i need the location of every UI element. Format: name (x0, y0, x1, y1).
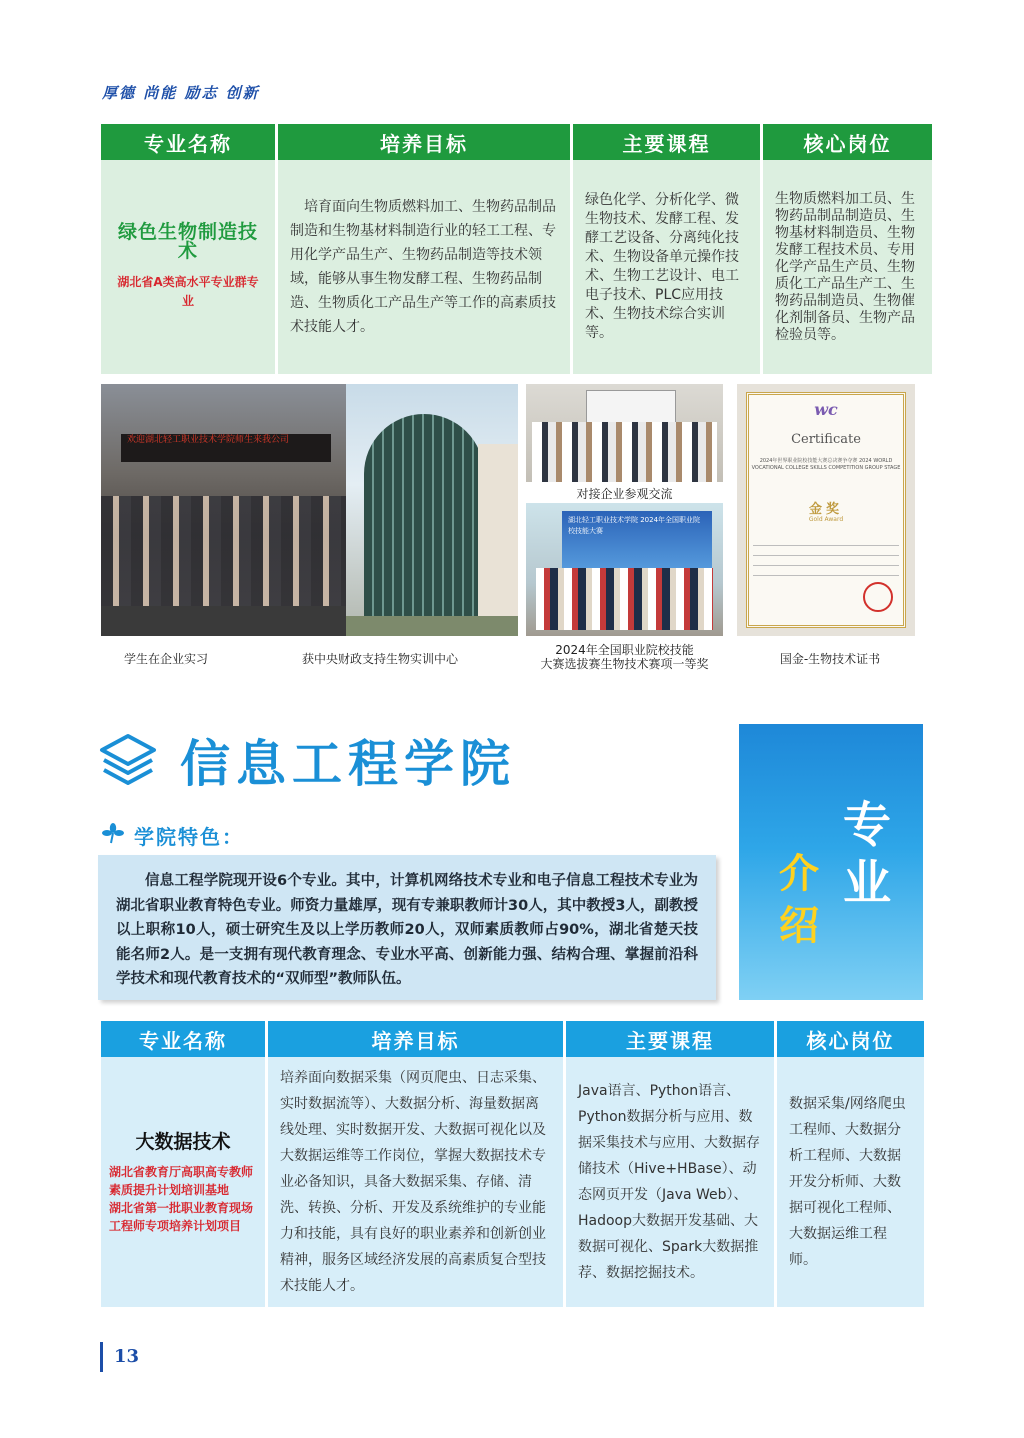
program-table-bio (98, 124, 935, 374)
photo-floor (101, 606, 347, 636)
certificate-lines (753, 536, 899, 584)
photo-wall (478, 444, 518, 634)
certificate-logo: wc (814, 400, 838, 419)
header-courses: 主要课程 (573, 124, 760, 160)
header-goal: 培养目标 (278, 124, 570, 160)
caption-p2: 获中央财政支持生物实训中心 (301, 652, 458, 666)
side-panel (739, 724, 923, 1000)
courses-text: 绿色化学、分析化学、微生物技术、发酵工程、发酵工艺设备、分离纯化技术、生物设备单元操作技术、生物工艺设计、电工电子技术、PLC应用技术、生物技术综合实训等。 (585, 192, 739, 341)
header-major: 专业名称 (101, 1021, 265, 1057)
photo-glass-building (364, 414, 484, 624)
cell-major (101, 160, 275, 374)
goal-text: 培育面向生物质燃料加工、生物药品制品制造和生物基材料制造行业的轻工工程、专用化学产品生产、生物药品制造等技术领域，能够从事生物发酵工程、生物药品制造、生物质化工产品生产等工作的高素质技术技能人才。 (290, 199, 556, 335)
section-title: 信息工程学院 (180, 735, 516, 793)
photo-banner: 欢迎湖北轻工职业技术学院师生来我公司 (121, 434, 331, 462)
certificate-award: 金奖 (808, 502, 843, 517)
photo-training-center (346, 384, 518, 636)
caption-p1: 学生在企业实习 (123, 652, 208, 666)
side-char: 专 (843, 797, 892, 853)
header-major: 专业名称 (101, 124, 275, 160)
photo-people (536, 568, 713, 630)
table-header-row (101, 124, 932, 160)
certificate-subtitle: 2024年世界职业院校技能大赛总决赛争夺赛 2024 WORLD VOCATIONAL COLLEGE SKILLS COMPETITION GROUP STAGE (751, 458, 901, 471)
program-table-bigdata (98, 1021, 927, 1307)
header-jobs: 核心岗位 (777, 1021, 924, 1057)
photo-crowd (101, 496, 347, 606)
cell-jobs (777, 1057, 924, 1307)
header-goal: 培养目标 (268, 1021, 563, 1057)
side-char: 绍 (779, 902, 819, 949)
cell-goal (268, 1057, 563, 1307)
page-number: 13 (114, 1346, 140, 1367)
jobs-text: 数据采集/网络爬虫工程师、大数据分析工程师、大数据开发分析师、大数据可视化工程师、大数据运维工程师。 (789, 1096, 906, 1268)
cell-goal (278, 160, 570, 374)
photo-people (532, 422, 717, 482)
photo-banner: 湖北轻工职业技术学院 2024年全国职业院校技能大赛 (562, 511, 712, 575)
seal-icon (863, 582, 893, 612)
photo-students-internship (101, 384, 347, 636)
major-tag: 湖北省教育厅高职高专教师素质提升计划培训基地 (109, 1165, 254, 1197)
certificate-award-en: Gold Award (808, 516, 844, 523)
caption-p4-line1: 2024年全国职业院校技能 (555, 643, 694, 657)
certificate-title: Certificate (791, 432, 861, 447)
major-tag: 湖北省A类高水平专业群专业 (117, 275, 259, 308)
major-tag: 湖北省第一批职业教育现场工程师专项培养计划项目 (109, 1201, 254, 1233)
cell-jobs (763, 160, 932, 374)
flower-icon (102, 822, 124, 844)
cell-major (101, 1057, 265, 1307)
courses-text: Java语言、Python语言、Python数据分析与应用、数据采集技术与应用、大数据存储技术（Hive+HBase）、动态网页开发（Java Web）、Hadoop大数据开发基础、大数据可视化、Spark大数据推荐、数据挖掘技术。 (578, 1083, 760, 1281)
college-description: 信息工程学院现开设6个专业。其中，计算机网络技术专业和电子信息工程技术专业为湖北省职业教育特色专业。师资力量雄厚，现有专兼职教师计30人，其中教授3人，副教授以上职称10人，硕士研究生及以上学历教师20人，双师素质教师占90%，湖北省楚天技能名师2人。是一支拥有现代教育理念、专业水平高、创新能力强、结构合理、掌握前沿科学技术和现代教育技术的“双师型”教师队伍。 (98, 855, 716, 1000)
school-motto: 厚德 尚能 励志 创新 (102, 84, 260, 102)
side-char: 介 (779, 850, 819, 897)
jobs-text: 生物质燃料加工员、生物药品制品制造员、生物基材料制造员、生物发酵工程技术员、专用化学产品生产员、生物质化工产品生产工、生物药品制造员、生物催化剂制备员、生物产品检验员等。 (775, 190, 915, 343)
cell-courses (573, 160, 760, 374)
goal-text: 培养面向数据采集（网页爬虫、日志采集、实时数据流等）、大数据分析、海量数据离线处理、实时数据开发、大数据可视化以及大数据运维等工作岗位，掌握大数据技术专业必备知识，具备大数据采集、存储、清洗、转换、分析、开发及系统维护的专业能力和技能，具有良好的职业素养和创新创业精神，服务区域经济发展的高素质复合型技术技能人才。 (280, 1070, 546, 1294)
photo-board (586, 390, 676, 424)
header-courses: 主要课程 (566, 1021, 774, 1057)
layers-icon (98, 730, 158, 786)
cell-courses (566, 1057, 774, 1307)
page-number-bar (100, 1342, 103, 1372)
table-header-row (101, 1021, 924, 1057)
photo-enterprise-visit (526, 384, 723, 482)
table-row (101, 1057, 924, 1307)
caption-p3: 对接企业参观交流 (576, 487, 673, 501)
photo-ground (346, 616, 518, 636)
major-name: 大数据技术 (135, 1131, 231, 1153)
table-row (101, 160, 932, 374)
header-jobs: 核心岗位 (763, 124, 932, 160)
side-char: 业 (843, 855, 892, 911)
feature-label: 学院特色： (134, 825, 244, 849)
caption-p4-line2: 大赛选拔赛生物技术赛项一等奖 (540, 657, 709, 671)
major-name: 绿色生物制造技术 (117, 221, 258, 262)
photo-competition (526, 503, 723, 636)
caption-p5: 国金-生物技术证书 (779, 652, 881, 666)
photo-certificate (737, 384, 915, 636)
